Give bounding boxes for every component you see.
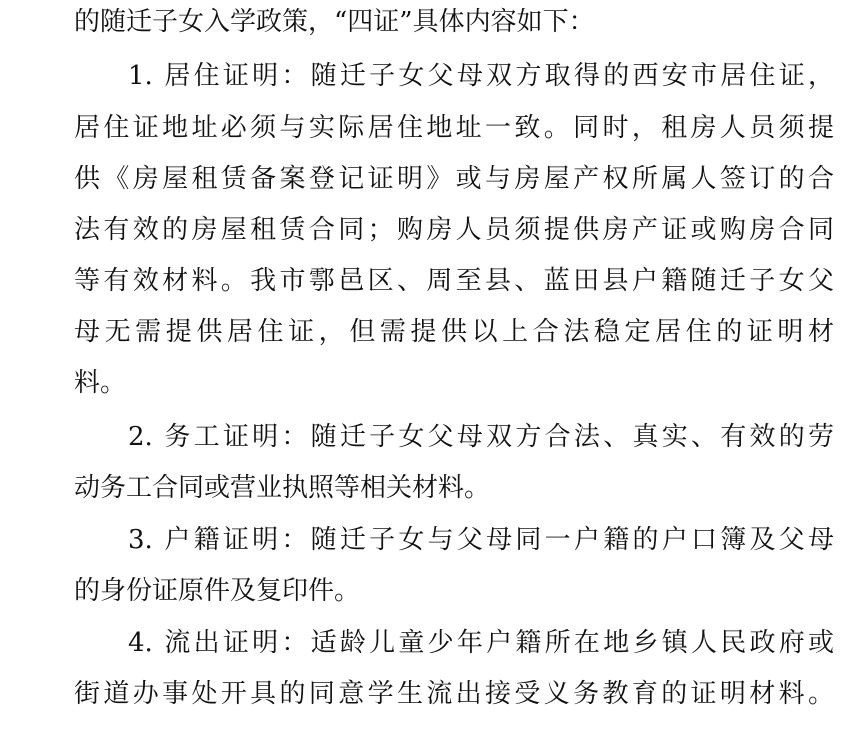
text-line: 1. 居住证明：随迁子女父母双方取得的西安市居住证，: [128, 61, 834, 91]
text-line: 等有效材料。我市鄠邑区、周至县、蓝田县户籍随迁子女父: [74, 266, 834, 296]
text-line: 2. 务工证明：随迁子女父母双方合法、真实、有效的劳: [128, 422, 834, 452]
text-line: 母无需提供居住证，但需提供以上合法稳定居住的证明材: [74, 317, 834, 347]
text-line: 的随迁子女入学政策，“四证”具体内容如下：: [74, 7, 595, 37]
text-line: 街道办事处开具的同意学生流出接受义务教育的证明材料。: [74, 679, 834, 709]
text-line: 3. 户籍证明：随迁子女与父母同一户籍的户口簿及父母: [128, 525, 834, 555]
text-line: 供《房屋租赁备案登记证明》或与房屋产权所属人签订的合: [74, 164, 834, 194]
text-line: 的身份证原件及复印件。: [74, 576, 361, 606]
text-line: 料。: [74, 368, 127, 398]
text-line: 4. 流出证明：适龄儿童少年户籍所在地乡镇人民政府或: [128, 628, 834, 658]
text-line: 居住证地址必须与实际居住地址一致。同时，租房人员须提: [74, 113, 834, 143]
text-line: 动务工合同或营业执照等相关材料。: [74, 473, 491, 503]
text-line: 法有效的房屋租赁合同；购房人员须提供房产证或购房合同: [74, 215, 834, 245]
